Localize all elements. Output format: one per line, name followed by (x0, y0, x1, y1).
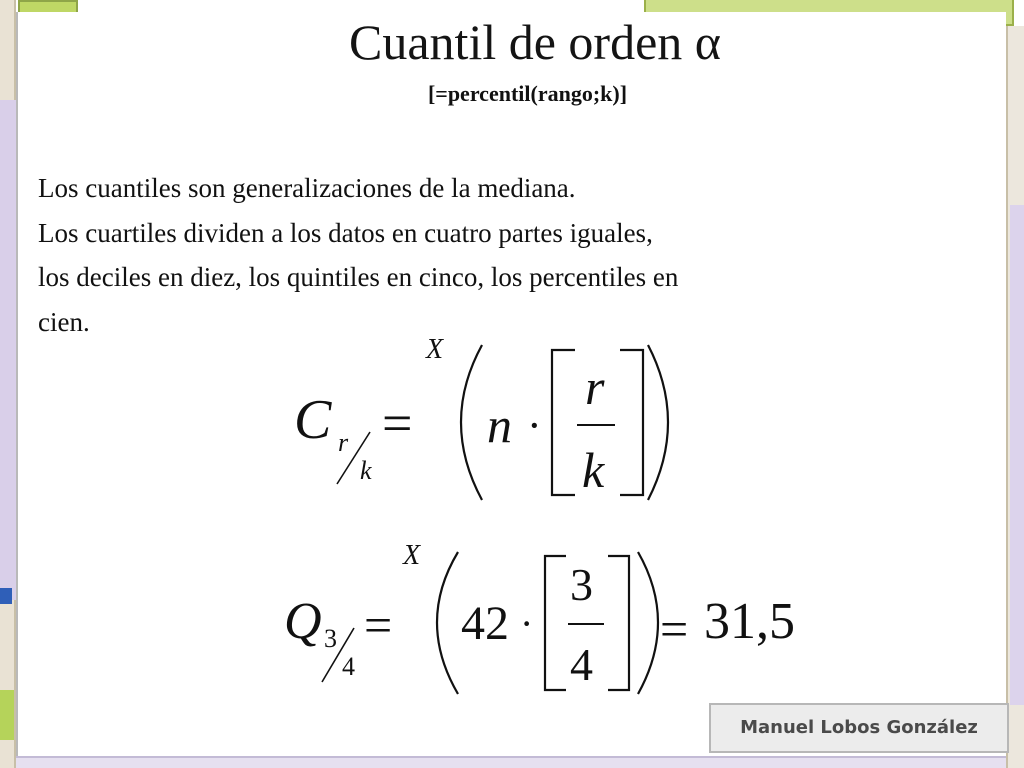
author-name: Manuel Lobos González (740, 717, 978, 738)
formula-general-dot: · (527, 401, 542, 450)
formula-general-subscript-denominator: k (360, 456, 372, 485)
author-box (709, 703, 1009, 753)
formula-example-equals-result: = (660, 601, 689, 657)
formula-example-frac-top: 3 (570, 559, 593, 610)
body-line: Los cuantiles son generalizaciones de la mediana. (38, 173, 576, 203)
formula-example-equals: = (364, 597, 393, 653)
formula-example-frac-bottom: 4 (570, 639, 593, 690)
formula-general-frac-bottom: k (582, 442, 605, 498)
formula-example-left-bracket (545, 556, 566, 690)
formula-example-left-paren (437, 552, 458, 694)
formula-general-x-marker: X (426, 334, 444, 365)
formula-example-result: 31,5 (704, 593, 795, 650)
formula-general-frac-top: r (585, 359, 605, 415)
body-line: los deciles en diez, los quintiles en cinco, los percentiles en (38, 262, 679, 292)
slide-title: Cuantil de orden α (349, 14, 721, 70)
formula-general-symbol: C (294, 389, 332, 451)
formula-example-dot: · (520, 601, 534, 646)
formula-general-equals: = (382, 393, 413, 453)
slide-subtitle: [=percentil(rango;k)] (427, 81, 628, 106)
formula-example-subscript-numerator: 3 (324, 624, 337, 653)
body-line: cien. (38, 306, 90, 337)
formula-example-symbol: Q (284, 593, 322, 650)
body-line: Los cuartiles dividen a los datos en cuatro partes iguales, (38, 217, 653, 248)
formula-example-n-value: 42 (461, 597, 509, 650)
formula-example-subscript-slash (322, 624, 354, 682)
formula-general-subscript-numerator: r (338, 428, 349, 457)
formula-general-n: n (487, 397, 512, 453)
formula-example-right-paren (638, 552, 658, 694)
formula-example-right-bracket (608, 556, 629, 690)
formula-example-x-marker: X (403, 540, 421, 571)
formula-example-subscript-denominator: 4 (342, 652, 355, 681)
